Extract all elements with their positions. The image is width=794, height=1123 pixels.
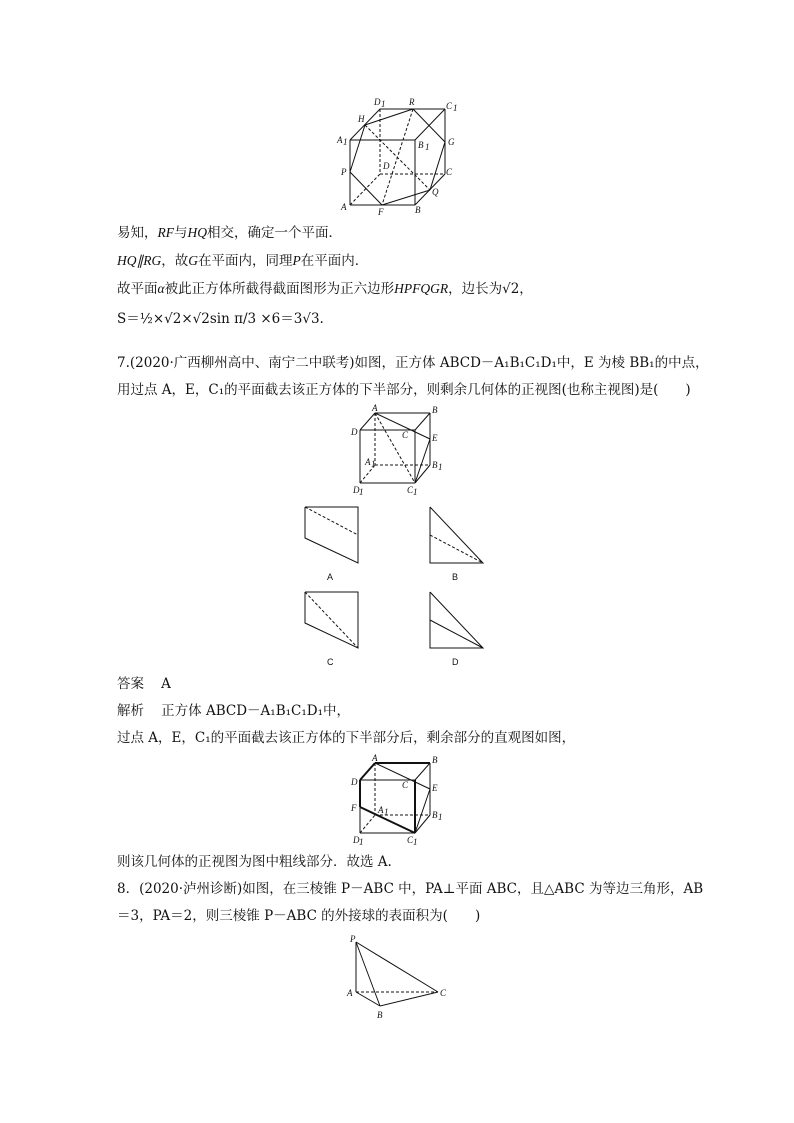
svg-text:C: C — [402, 430, 409, 440]
svg-text:P: P — [350, 934, 356, 944]
label-Q: Q — [432, 187, 439, 197]
analysis-line-1: 解析 正方体 ABCD－A₁B₁C₁D₁中， — [117, 703, 351, 719]
option-B-figure[interactable] — [425, 505, 490, 585]
svg-text:D: D — [351, 427, 358, 437]
svg-text:D: D — [452, 657, 459, 667]
label-B: B — [415, 205, 421, 215]
label-A: A — [341, 202, 347, 212]
figure-q7-cube — [345, 405, 445, 495]
option-C-figure[interactable] — [300, 590, 365, 670]
figure-cube-hexagon — [330, 95, 470, 220]
svg-text:B: B — [432, 460, 438, 470]
label-P: P — [341, 167, 347, 177]
question-7-line-2: 用过点 A，E，C₁的平面截去该正方体的下半部分，则剩余几何体的正视图(也称主视图)是( ) — [117, 382, 691, 398]
svg-text:C: C — [402, 780, 409, 790]
analysis-line-3: 则该几何体的正视图为图中粗线部分．故选 A. — [117, 854, 392, 870]
svg-text:C: C — [407, 835, 414, 845]
label-A1: A — [337, 135, 343, 145]
svg-text:1: 1 — [384, 807, 389, 817]
label-H: H — [358, 114, 365, 124]
svg-text:C: C — [440, 988, 447, 998]
svg-text:A: A — [372, 403, 378, 413]
analysis-line-2: 过点 A，E，C₁的平面截去该正方体的下半部分后，剩余部分的直观图如图， — [117, 730, 576, 746]
svg-text:1: 1 — [438, 812, 443, 822]
svg-text:A: A — [372, 753, 378, 763]
svg-text:1: 1 — [381, 99, 386, 109]
svg-text:B: B — [432, 810, 438, 820]
svg-text:C: C — [327, 657, 334, 667]
svg-text:D: D — [353, 835, 360, 845]
figure-q8-pyramid — [340, 932, 460, 1022]
text-line-3: 故平面α被此正方体所截得截面图形为正六边形HPFQGR，边长为√2， — [117, 281, 533, 297]
label-D1: D — [374, 97, 381, 107]
answer-line: 答案 A — [117, 676, 171, 692]
svg-text:A: A — [365, 457, 371, 467]
text-line-1: 易知，RF与HQ相交，确定一个平面． — [117, 225, 342, 241]
option-D-figure[interactable] — [425, 590, 490, 670]
svg-text:1: 1 — [359, 487, 364, 497]
svg-text:B: B — [452, 572, 459, 582]
svg-text:1: 1 — [359, 837, 364, 847]
label-D: D — [383, 161, 390, 171]
label-C1: C — [446, 101, 453, 111]
figure-analysis-cube — [345, 755, 445, 845]
svg-text:C: C — [407, 485, 414, 495]
svg-text:1: 1 — [425, 142, 430, 152]
svg-text:F: F — [351, 803, 357, 813]
svg-text:B: B — [432, 755, 438, 765]
label-F: F — [378, 207, 384, 217]
label-B1: B — [418, 140, 424, 150]
svg-text:1: 1 — [453, 103, 458, 113]
svg-text:1: 1 — [438, 462, 443, 472]
question-8-line-2: ＝3，PA＝2，则三棱锥 P－ABC 的外接球的表面积为( ) — [117, 908, 481, 924]
label-G: G — [448, 137, 455, 147]
svg-text:1: 1 — [413, 487, 418, 497]
svg-text:A: A — [378, 805, 384, 815]
svg-text:A: A — [327, 572, 334, 582]
svg-text:E: E — [432, 433, 438, 443]
svg-text:1: 1 — [343, 137, 348, 147]
label-R: R — [409, 97, 415, 107]
question-7-line-1: 7.(2020·广西柳州高中、南宁二中联考)如图，正方体 ABCD－A₁B₁C₁D₁中，E 为棱 BB₁的中点， — [117, 355, 709, 371]
question-8-line-1: 8．(2020·泸州诊断)如图，在三棱锥 P－ABC 中，PA⊥平面 ABC，且△ABC 为等边三角形，AB — [117, 881, 704, 897]
svg-text:D: D — [353, 485, 360, 495]
svg-text:B: B — [377, 1010, 383, 1020]
svg-text:D: D — [351, 777, 358, 787]
svg-text:E: E — [432, 783, 438, 793]
svg-text:A: A — [347, 988, 353, 998]
svg-text:B: B — [432, 405, 438, 415]
option-A-figure[interactable] — [300, 505, 365, 585]
formula-area: S＝½×√2×√2sin π/3 ×6＝3√3. — [117, 311, 324, 327]
svg-text:1: 1 — [413, 837, 418, 847]
svg-text:1: 1 — [371, 459, 376, 469]
text-line-2: HQ∥RG，故G在平面内，同理P在平面内． — [117, 253, 369, 269]
label-C: C — [446, 167, 453, 177]
